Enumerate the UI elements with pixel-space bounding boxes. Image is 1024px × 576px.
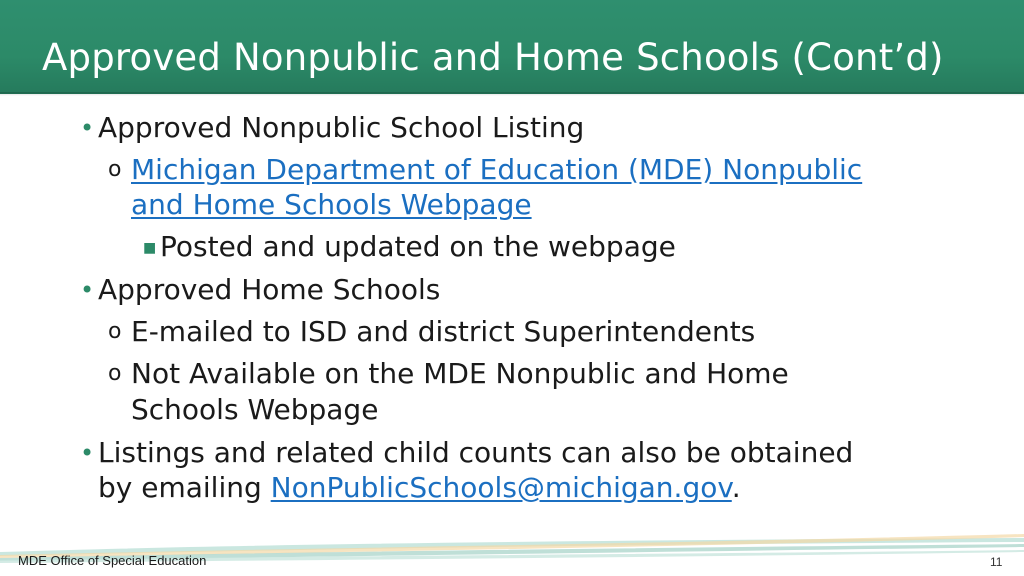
square-bullet-icon: ■ <box>143 240 157 256</box>
bullet-dot-icon: • <box>80 114 95 142</box>
mde-webpage-link-line1[interactable]: Michigan Department of Education (MDE) Nonpublic <box>131 153 863 186</box>
bullet-home-schools: Approved Home Schools <box>98 273 441 306</box>
circle-bullet-icon: o <box>108 157 122 182</box>
bullet-dot-icon: • <box>80 439 95 467</box>
bullet-listings-text-line2 <box>98 470 741 506</box>
nonpublic-email-link[interactable]: NonPublicSchools@michigan.gov <box>270 471 732 504</box>
circle-bullet-icon: o <box>108 319 122 344</box>
bullet-dot-icon: • <box>80 276 95 304</box>
bullet-listings-text-line1: Listings and related child counts can also be obtained <box>98 436 854 469</box>
mde-webpage-link-line2[interactable]: and Home Schools Webpage <box>131 188 532 221</box>
bullet-nonpublic-listing: Approved Nonpublic School Listing <box>98 111 585 144</box>
by-emailing-text: by emailing <box>98 471 271 504</box>
slide-title: Approved Nonpublic and Home Schools (Cont’d) <box>42 36 944 79</box>
not-available-text-line1: Not Available on the MDE Nonpublic and Home <box>131 357 789 390</box>
emailed-superintendents-text: E-mailed to ISD and district Superintendents <box>131 315 756 348</box>
circle-bullet-icon: o <box>108 361 122 386</box>
not-available-text-line2: Schools Webpage <box>131 393 379 426</box>
footer-label: MDE Office of Special Education <box>18 553 207 568</box>
period-text: . <box>731 471 741 504</box>
page-number: 11 <box>990 555 1003 569</box>
posted-updated-text: Posted and updated on the webpage <box>160 230 676 263</box>
